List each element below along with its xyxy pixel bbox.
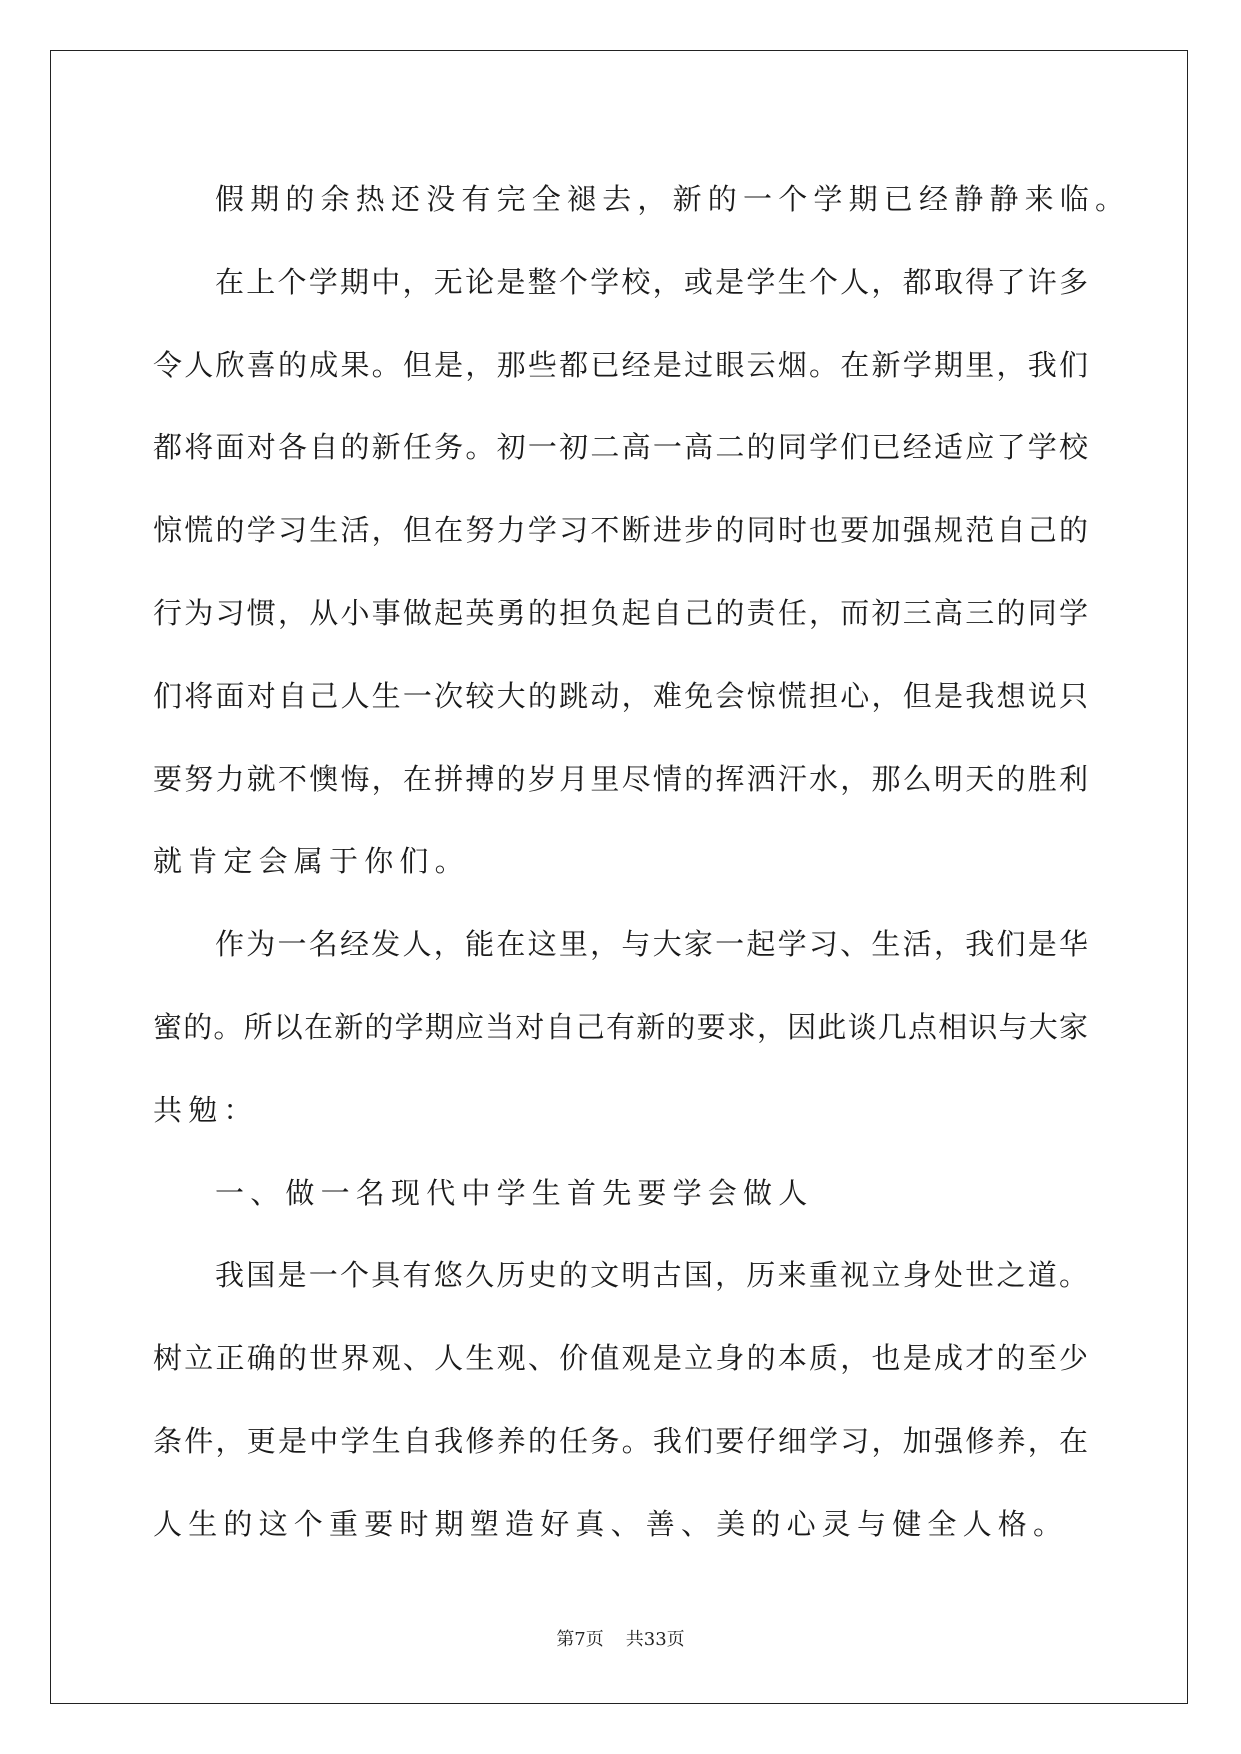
page-number: 第7页 [556,1629,604,1650]
paragraph-line: 共勉： [153,1092,259,1127]
paragraph-line: 都将面对各自的新任务。初一初二高一高二的同学们已经适应了学校 [153,430,1088,465]
document-body [153,158,1131,1566]
paragraph-line: 行为习惯，从小事做起英勇的担负起自己的责任，而初三高三的同学 [153,595,1088,630]
paragraph-line: 要努力就不懊悔，在拼搏的岁月里尽情的挥洒汗水，那么明天的胜利 [153,761,1088,796]
paragraph-line: 作为一名经发人，能在这里，与大家一起学习、生活，我们是华 [215,927,1088,962]
paragraph-line: 树立正确的世界观、人生观、价值观是立身的本质，也是成才的至少 [153,1341,1088,1376]
paragraph-line: 人生的这个重要时期塑造好真、善、美的心灵与健全人格。 [153,1506,1069,1541]
paragraph-line: 们将面对自己人生一次较大的跳动，难免会惊慌担心，但是我想说只 [153,678,1088,713]
paragraph-line: 就肯定会属于你们。 [153,844,470,879]
paragraph-line: 在上个学期中，无论是整个学校，或是学生个人，都取得了许多 [215,264,1088,299]
page-total: 共33页 [625,1629,685,1650]
section-heading: 一、做一名现代中学生首先要学会做人 [215,1175,814,1210]
paragraph-line: 蜜的。所以在新的学期应当对自己有新的要求，因此谈几点相识与大家 [153,1009,1088,1044]
page-footer [0,1625,1241,1651]
paragraph-line: 令人欣喜的成果。但是，那些都已经是过眼云烟。在新学期里，我们 [153,347,1088,382]
paragraph-line: 假期的余热还没有完全褪去，新的一个学期已经静静来临。 [215,182,1131,216]
paragraph-line: 条件，更是中学生自我修养的任务。我们要仔细学习，加强修养，在 [153,1423,1088,1458]
paragraph-line: 我国是一个具有悠久历史的文明古国，历来重视立身处世之道。 [215,1258,1088,1293]
paragraph-line: 惊慌的学习生活，但在努力学习不断进步的同时也要加强规范自己的 [153,513,1088,548]
